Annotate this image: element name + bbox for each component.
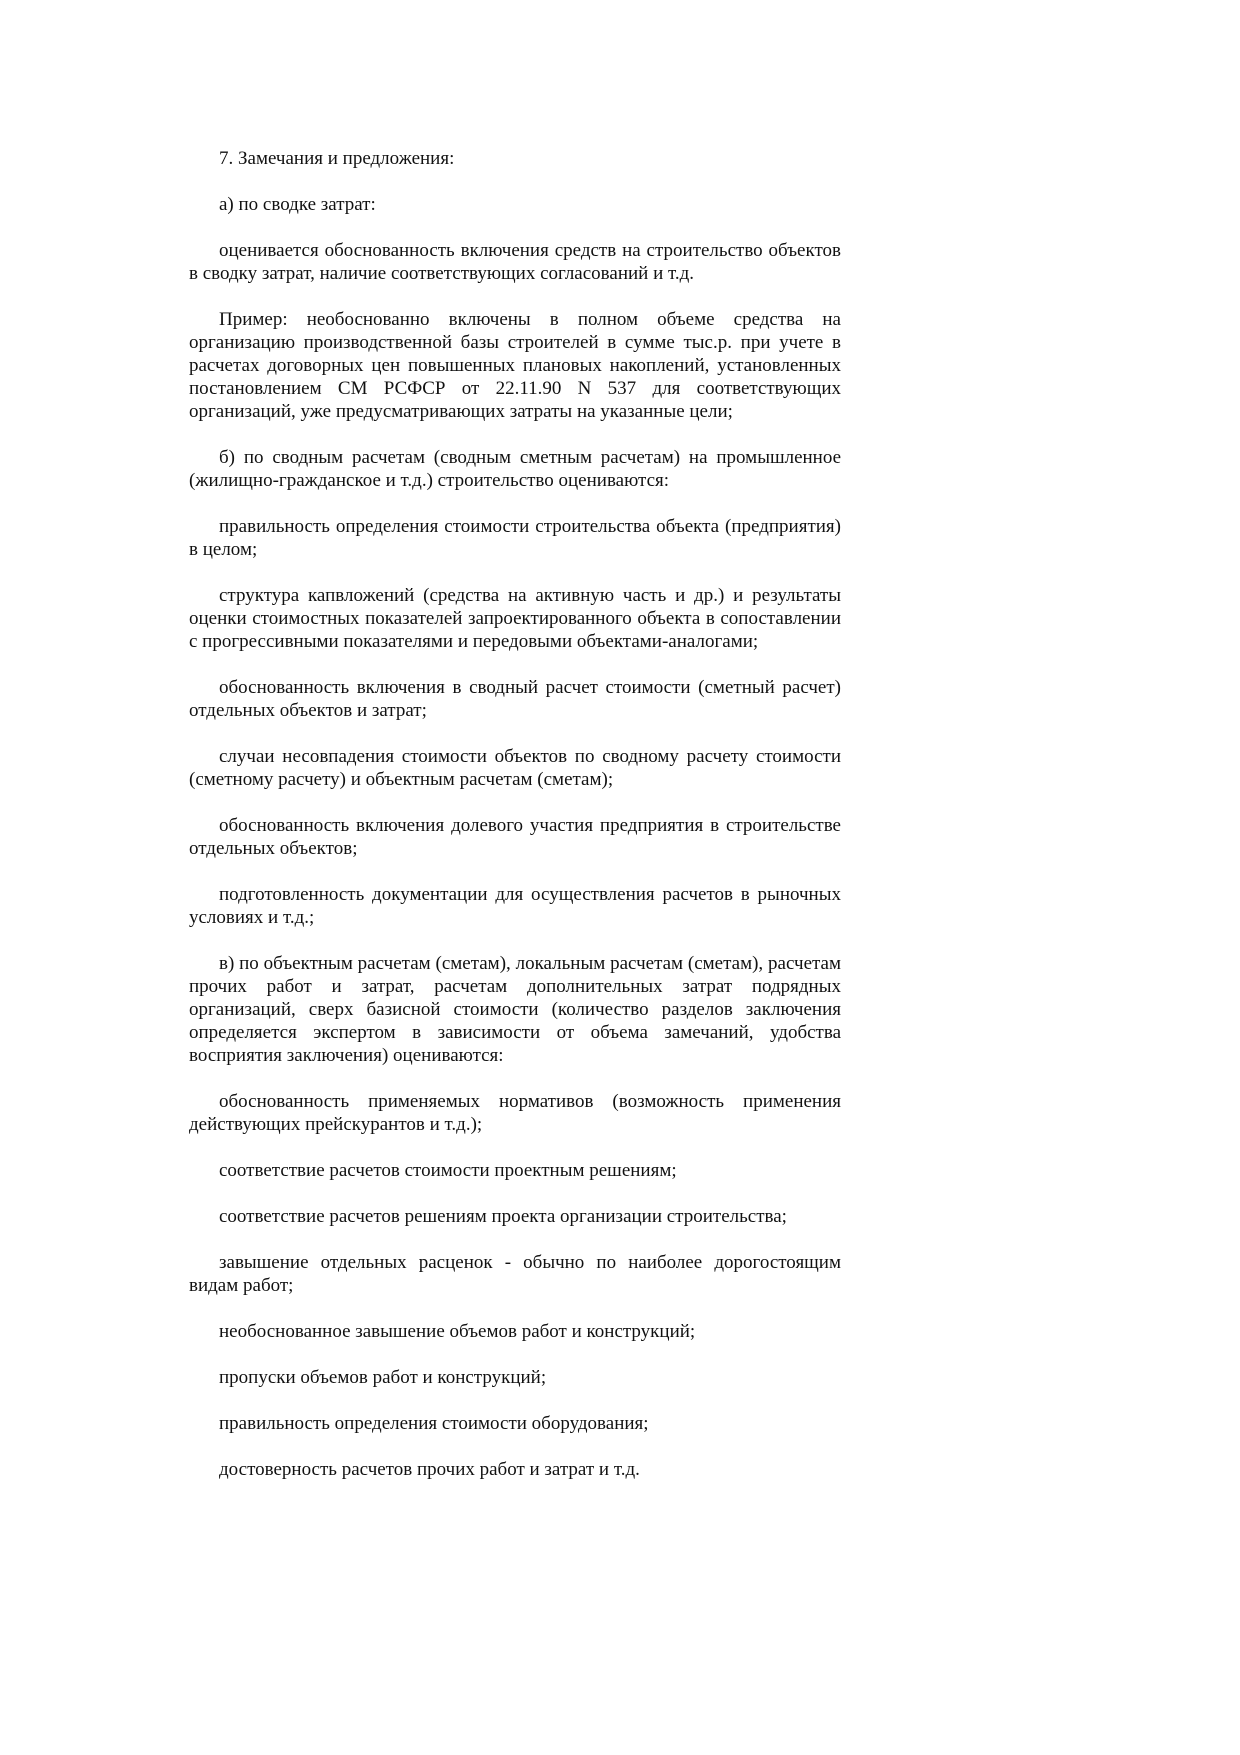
paragraph: правильность определения стоимости строительства объекта (предприятия) в целом; (189, 516, 841, 560)
paragraph: случаи несовпадения стоимости объектов по сводному расчету стоимости (сметному расчету) и объектным расчетам (сметам); (189, 746, 841, 790)
document-body (189, 147, 841, 1481)
paragraph: пропуски объемов работ и конструкций; (219, 1367, 547, 1388)
paragraph: структура капвложений (средства на активную часть и др.) и результаты оценки стоимостных показателей запроектированного объекта в сопоставлении с прогрессивными показателями и передовыми объектами-аналогами; (189, 585, 841, 652)
paragraph: оценивается обоснованность включения средств на строительство объектов в сводку затрат, наличие соответствующих согласований и т.д. (189, 240, 841, 284)
paragraph: обоснованность применяемых нормативов (возможность применения действующих прейскурантов и т.д.); (189, 1091, 841, 1135)
paragraph: обоснованность включения в сводный расчет стоимости (сметный расчет) отдельных объектов и затрат; (189, 677, 841, 721)
section-heading: 7. Замечания и предложения: (219, 148, 455, 169)
paragraph: соответствие расчетов стоимости проектным решениям; (219, 1160, 677, 1181)
paragraph: необоснованное завышение объемов работ и конструкций; (219, 1321, 696, 1342)
subsection-heading-a: а) по сводке затрат: (219, 194, 376, 215)
subsection-heading-c: в) по объектным расчетам (сметам), локальным расчетам (сметам), расчетам прочих работ и затрат, расчетам дополнительных затрат подрядных организаций, сверх базисной стоимости (количество разделов заключения определяется экспертом в зависимости от объема замечаний, удобства восприятия заключения) оцениваются: (189, 953, 841, 1066)
paragraph: обоснованность включения долевого участия предприятия в строительстве отдельных объектов; (189, 815, 841, 859)
paragraph: достоверность расчетов прочих работ и затрат и т.д. (219, 1459, 640, 1480)
paragraph: подготовленность документации для осуществления расчетов в рыночных условиях и т.д.; (189, 884, 841, 928)
paragraph: правильность определения стоимости оборудования; (219, 1413, 649, 1434)
example-paragraph: Пример: необоснованно включены в полном объеме средства на организацию производственной базы строителей в сумме тыс.р. при учете в расчетах договорных цен повышенных плановых накоплений, установленных постановлением СМ РСФСР от 22.11.90 N 537 для соответствующих организаций, уже предусматривающих затраты на указанные цели; (189, 309, 841, 422)
subsection-heading-b: б) по сводным расчетам (сводным сметным расчетам) на промышленное (жилищно-гражданское и т.д.) строительство оцениваются: (189, 447, 841, 491)
paragraph: завышение отдельных расценок - обычно по наиболее дорогостоящим видам работ; (189, 1252, 841, 1296)
paragraph: соответствие расчетов решениям проекта организации строительства; (219, 1206, 787, 1227)
